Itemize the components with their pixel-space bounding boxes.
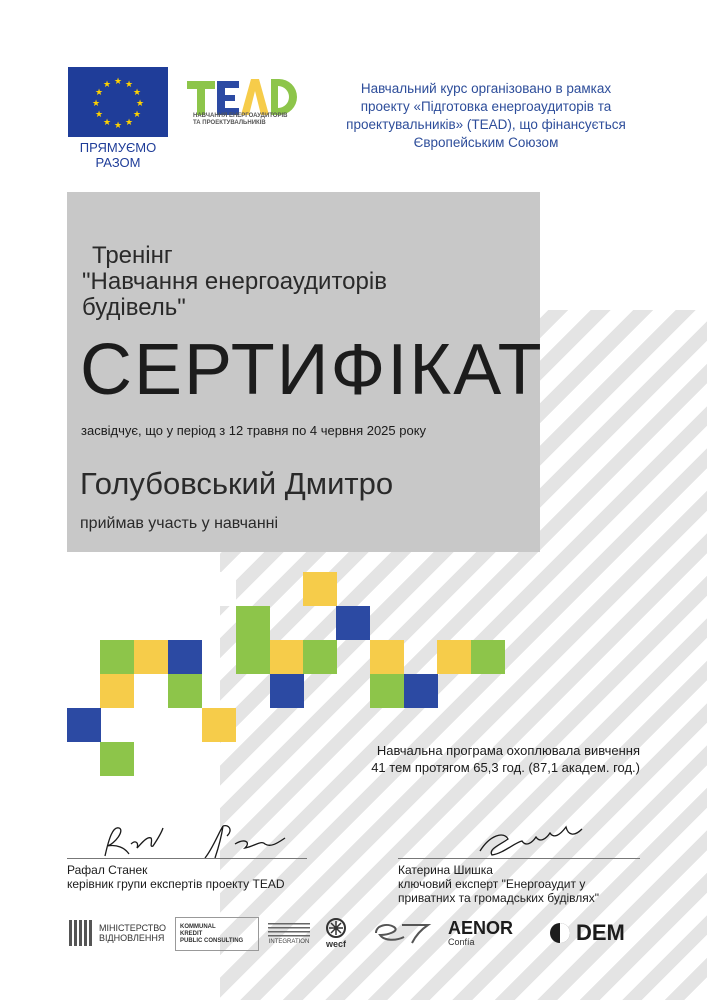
mosaic-square	[168, 674, 202, 708]
dem-text: DEM	[576, 920, 625, 945]
svg-text:★: ★	[135, 99, 145, 109]
integration-lines-icon	[268, 921, 310, 939]
mosaic-square	[168, 640, 202, 674]
wecf-text: wecf	[325, 939, 346, 949]
kommunal-text: KREDIT	[180, 930, 203, 937]
tead-logo-graphic	[183, 75, 298, 117]
aenor-logo	[448, 915, 513, 951]
signatory-2	[398, 863, 599, 905]
program-line: 41 тем протягом 65,3 год. (87,1 академ. год.)	[371, 760, 640, 775]
mosaic-square	[336, 606, 370, 640]
e7-emblem-icon	[370, 919, 436, 947]
ministry-name: ВІДНОВЛЕННЯ	[99, 933, 165, 943]
integration-logo	[268, 915, 310, 951]
signatory-role: приватних та громадських будівлях"	[398, 891, 599, 905]
tead-subtitle-line: ТА ПРОЕКТУВАЛЬНИКІВ	[193, 120, 266, 126]
dem-logo	[548, 915, 625, 951]
project-note-line: Європейським Союзом	[413, 135, 559, 150]
recipient-name: Голубовський Дмитро	[80, 466, 394, 501]
svg-text:★: ★	[113, 77, 123, 87]
ministry-name: МІНІСТЕРСТВО	[99, 923, 167, 933]
aenor-subtitle: Confía	[448, 937, 475, 947]
eu-caption-line: РАЗОМ	[95, 155, 141, 170]
aenor-text: AENOR	[448, 918, 514, 938]
program-info	[290, 742, 640, 776]
wecf-emblem-icon	[323, 917, 349, 939]
mosaic-square	[437, 640, 471, 674]
training-line: "Навчання енергоаудиторів	[82, 268, 387, 295]
mosaic-square	[471, 640, 505, 674]
mosaic-square	[303, 572, 337, 606]
participation-text: приймав участь у навчанні	[80, 515, 279, 532]
eu-flag-logo	[68, 67, 168, 137]
signatory-name: Катерина Шишка	[398, 863, 493, 877]
project-note-line: проекту «Підготовка енергоаудиторів та	[360, 99, 612, 114]
kommunal-text: KOMMUNAL	[180, 923, 216, 930]
certificate-title: СЕРТИФІКАТ	[80, 330, 544, 410]
ministry-emblem-icon	[67, 918, 95, 948]
project-note-line: проектувальників» (TEAD), що фінансується	[346, 117, 626, 132]
mosaic-square	[134, 606, 168, 640]
integration-text: INTEGRATION	[268, 939, 310, 945]
kommunal-text: PUBLIC CONSULTING	[180, 937, 244, 944]
training-line: будівель"	[82, 294, 186, 321]
svg-text:★: ★	[113, 121, 123, 131]
mosaic-square	[270, 640, 304, 674]
mosaic-square	[370, 674, 404, 708]
svg-text:★: ★	[94, 88, 104, 98]
project-note	[300, 80, 672, 152]
svg-text:★: ★	[102, 118, 112, 128]
program-line: Навчальна програма охоплювала вивчення	[376, 743, 640, 758]
svg-text:★: ★	[132, 110, 142, 120]
mosaic-square	[370, 640, 404, 674]
signatory-name: Рафал Станек	[67, 863, 148, 877]
svg-text:★: ★	[94, 110, 104, 120]
tead-subtitle-line: НАВЧАННЯ ЕНЕРГОАУДИТОРІВ	[193, 113, 288, 119]
svg-text:★: ★	[124, 118, 134, 128]
tead-subtitle	[193, 113, 287, 127]
signatory-role: ключовий експерт "Енергоаудит у	[398, 877, 586, 891]
e7-logo	[370, 915, 436, 951]
svg-text:★: ★	[91, 99, 101, 109]
mosaic-square	[100, 640, 134, 674]
mosaic-square	[236, 640, 270, 674]
project-note-line: Навчальний курс організовано в рамках	[360, 81, 612, 96]
mosaic-square	[202, 572, 236, 606]
certifies-text: засвідчує, що у період з 12 травня по 4 червня 2025 року	[81, 423, 427, 438]
dem-circle-icon	[548, 921, 572, 945]
mosaic-square	[404, 674, 438, 708]
mosaic-square	[100, 742, 134, 776]
svg-text:★: ★	[132, 88, 142, 98]
eu-caption	[68, 140, 168, 170]
training-title	[82, 243, 502, 321]
wecf-logo	[323, 915, 349, 951]
mosaic-square	[270, 674, 304, 708]
kommunal-kredit-logo	[175, 917, 259, 951]
mosaic-square	[134, 640, 168, 674]
signatory-1	[67, 863, 285, 891]
mosaic-square	[67, 708, 101, 742]
ministry-logo	[67, 915, 166, 951]
signatory-role: керівник групи експертів проекту TEAD	[67, 877, 285, 891]
mosaic-square	[202, 708, 236, 742]
mosaic-square	[100, 674, 134, 708]
svg-text:★: ★	[124, 80, 134, 90]
signature-line	[67, 858, 307, 859]
training-line: Тренінг	[92, 242, 173, 269]
eu-caption-line: ПРЯМУЄМО	[79, 140, 157, 155]
svg-text:★: ★	[102, 80, 112, 90]
eu-stars-icon	[68, 67, 168, 137]
signature-line	[398, 858, 640, 859]
mosaic-square	[303, 640, 337, 674]
mosaic-square	[236, 606, 270, 640]
